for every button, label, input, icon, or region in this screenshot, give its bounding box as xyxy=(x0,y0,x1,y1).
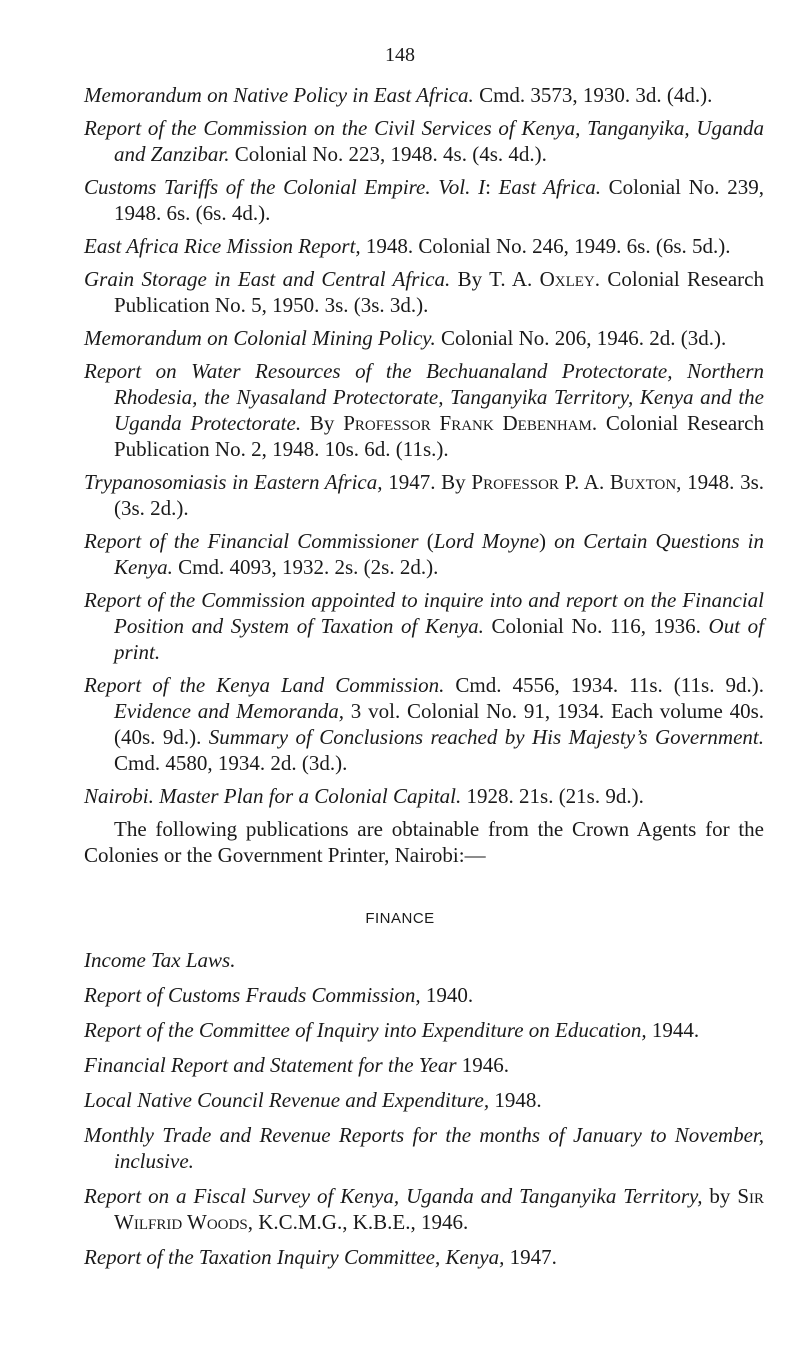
entry-text-segment: Memorandum on Colonial Mining Policy. xyxy=(84,326,436,350)
reference-entry xyxy=(0,266,800,318)
entry-text-segment: 1948. xyxy=(489,1088,542,1112)
finance-list xyxy=(0,947,800,1270)
entry-text-segment: Report of Customs Frauds Commission, xyxy=(84,983,421,1007)
entry-text-segment: Grain Storage in East and Central Africa. xyxy=(84,267,451,291)
entry-text-segment: Report on a Fiscal Survey of Kenya, Uganda and Tanganyika Territory, xyxy=(84,1184,703,1208)
reference-entry xyxy=(0,469,800,521)
reference-entry xyxy=(0,82,800,108)
reference-entry xyxy=(0,587,800,665)
entry-text-segment: Colonial No. 239, 1948. 6s. (6s. 4d.). xyxy=(114,175,764,225)
entry-text-segment: East Africa Rice Mission Report, xyxy=(84,234,361,258)
entry-text-segment: by xyxy=(702,1184,738,1208)
reference-entry xyxy=(0,783,800,809)
entry-text-segment: Report of the Commission on the Civil Services of Kenya, Tanganyika, Uganda and Zanzibar. xyxy=(84,116,764,166)
entry-text-segment: Colonial No. 206, 1946. 2d. (3d.). xyxy=(435,326,727,350)
reference-entry xyxy=(0,358,800,462)
reference-entries xyxy=(0,82,800,809)
entry-text-segment: . Colonial Research Publication No. 5, 1950. 3s. (3s. 3d.). xyxy=(114,267,765,317)
entry-text-segment: : xyxy=(485,175,499,199)
entry-text-segment: Memorandum on Native Policy in East Africa. xyxy=(84,83,474,107)
entry-text-segment: Local Native Council Revenue and Expenditure, xyxy=(84,1088,490,1112)
entry-text-segment: P. A. xyxy=(558,470,610,494)
entry-text-segment: Monthly Trade and Revenue Reports for the months of January to November, inclusive. xyxy=(84,1123,764,1173)
finance-entry xyxy=(0,982,800,1008)
entry-text-segment: Report of the Commission appointed to inquire into and report on the Financial Position and System of Taxation of Kenya. xyxy=(84,588,764,638)
entry-text-segment: Report of the Committee of Inquiry into Expenditure on Education, xyxy=(84,1018,647,1042)
entry-text-segment: By T. A. xyxy=(450,267,540,291)
entry-text-segment: Cmd. 4580, 1934. 2d. (3d.). xyxy=(114,751,348,775)
finance-entry xyxy=(0,1017,800,1043)
finance-entry xyxy=(0,1052,800,1078)
reference-entry xyxy=(0,528,800,580)
finance-entry xyxy=(0,1244,800,1270)
entry-text-segment: 1940. xyxy=(420,983,474,1007)
entry-text-segment: . Colonial Research Publication No. 2, 1948. 10s. 6d. (11s.). xyxy=(114,411,764,461)
entry-text-segment: Out of print. xyxy=(114,614,764,664)
entry-text-segment: ( xyxy=(418,529,434,553)
entry-text-segment: Evidence and Memoranda, xyxy=(114,699,344,723)
page-number: 148 xyxy=(385,44,415,66)
entry-text-segment: Summary of Conclusions reached by His Majesty’s Government. xyxy=(208,725,764,749)
finance-entry xyxy=(0,947,800,973)
entry-text-segment: 1944. xyxy=(646,1018,700,1042)
entry-text-segment: ) xyxy=(539,529,555,553)
intro-paragraph: The following publications are obtainable from the Crown Agents for the Colonies or the Government Printer, Nairobi:— xyxy=(84,817,764,867)
entry-text-segment: 1946. xyxy=(456,1053,510,1077)
entry-text-segment: on Certain Questions in Kenya. xyxy=(114,529,764,579)
finance-entry xyxy=(0,1183,800,1235)
entry-text-segment: Customs Tariffs of the Colonial Empire. Vol. I xyxy=(84,175,486,199)
entry-text-segment: Buxton xyxy=(609,470,677,494)
reference-entry xyxy=(0,325,800,351)
entry-text-segment: Colonial No. 116, 1936. xyxy=(483,614,709,638)
entry-text-segment: Cmd. 3573, 1930. 3d. (4d.). xyxy=(473,83,713,107)
entry-text-segment: , K.C.M.G., K.B.E., 1946. xyxy=(247,1210,469,1234)
entry-text-segment: Income Tax Laws. xyxy=(84,948,236,972)
entry-text-segment: Sir Wilfrid Woods xyxy=(114,1184,765,1234)
entry-text-segment: 1928. 21s. (21s. 9d.). xyxy=(461,784,644,808)
finance-entry xyxy=(0,1122,800,1174)
entry-text-segment: Professor xyxy=(471,470,559,494)
entry-text-segment: , 1948. 3s. (3s. 2d.). xyxy=(114,470,764,520)
entry-text-segment: Report of the Kenya Land Commission. xyxy=(84,673,445,697)
entry-text-segment: East Africa. xyxy=(498,175,601,199)
finance-entry xyxy=(0,1087,800,1113)
reference-entry xyxy=(0,115,800,167)
entry-text-segment: 1947. By xyxy=(382,470,472,494)
entry-text-segment: Report of the Taxation Inquiry Committee, Kenya, xyxy=(84,1245,505,1269)
entry-text-segment: 1948. Colonial No. 246, 1949. 6s. (6s. 5d.). xyxy=(360,234,731,258)
entry-text-segment: By xyxy=(301,411,344,435)
entry-text-segment: Financial Report and Statement for the Year xyxy=(84,1053,457,1077)
entry-text-segment: Colonial No. 223, 1948. 4s. (4s. 4d.). xyxy=(229,142,547,166)
entry-text-segment: 1947. xyxy=(504,1245,557,1269)
entry-text-segment: Professor Frank Debenham xyxy=(343,411,592,435)
entry-text-segment: Report of the Financial Commissioner xyxy=(84,529,419,553)
entry-text-segment: Nairobi. Master Plan for a Colonial Capital. xyxy=(84,784,462,808)
reference-list xyxy=(0,82,800,1279)
entry-text-segment: Cmd. 4556, 1934. 11s. (11s. 9d.). xyxy=(444,673,764,697)
entry-text-segment: Report on Water Resources of the Bechuanaland Protectorate, Northern Rhodesia, the Nyasaland Protectorate, Tanganyika Territory, Kenya and the Uganda Protectorate. xyxy=(84,359,764,435)
entry-text-segment: Trypanosomiasis in Eastern Africa, xyxy=(84,470,383,494)
section-heading-finance: FINANCE xyxy=(365,910,435,927)
entry-text-segment: 3 vol. Colonial No. 91, 1934. Each volume 40s. (40s. 9d.). xyxy=(114,699,764,749)
reference-entry xyxy=(0,233,800,259)
entry-text-segment: Lord Moyne xyxy=(433,529,540,553)
entry-text-segment: Cmd. 4093, 1932. 2s. (2s. 2d.). xyxy=(172,555,439,579)
entry-text-segment: Oxley xyxy=(539,267,595,291)
reference-entry xyxy=(0,174,800,226)
reference-entry xyxy=(0,672,800,776)
